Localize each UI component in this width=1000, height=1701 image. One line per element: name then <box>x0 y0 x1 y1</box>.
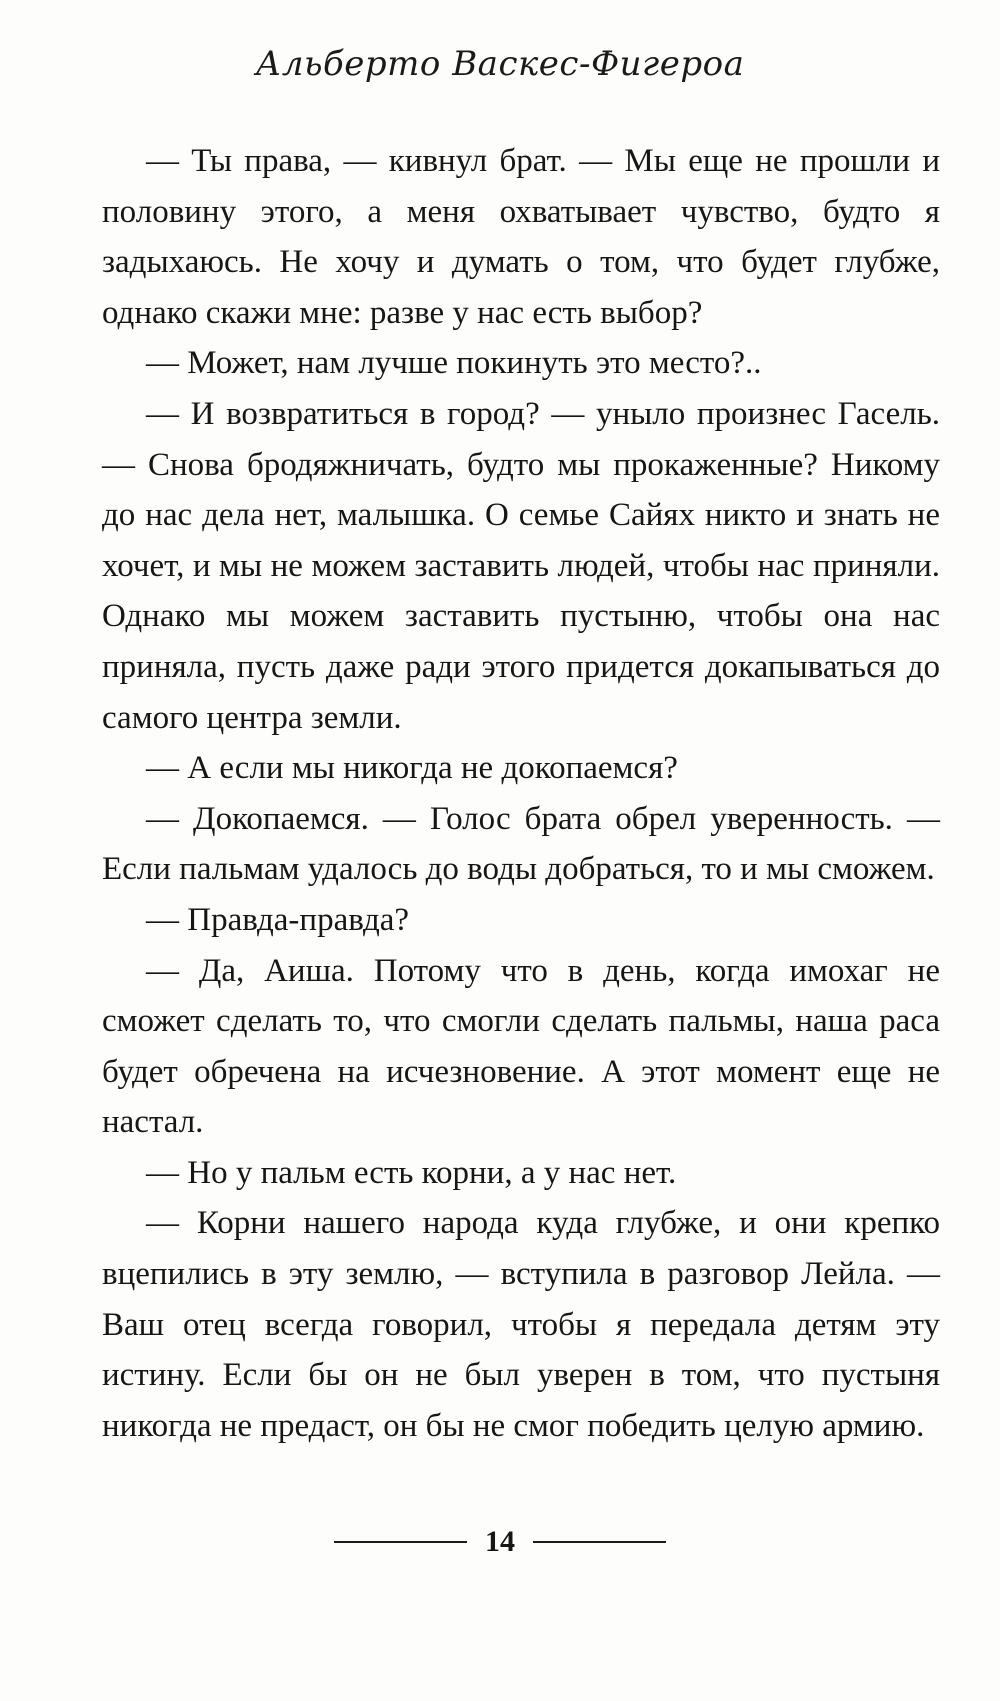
paragraph: — Корни нашего народа куда глубже, и они крепко вцепились в эту землю, — вступила в разговор Лейла. — Ваш отец всегда говорил, чтобы я передала детям эту истину. Если бы он не был уверен в том, что пустыня никогда не предаст, он бы не смог победить целую армию. <box>102 1205 940 1444</box>
paragraph: — Но у пальм есть корни, а у нас нет. <box>146 1154 677 1191</box>
page-number: 14 <box>485 1525 515 1558</box>
page-footer <box>0 1525 1000 1559</box>
paragraph: — Ты права, — кивнул брат. — Мы еще не прошли и половину этого, а меня охватывает чувство, будто я задыхаюсь. Не хочу и думать о том, что будет глубже, однако скажи мне: разве у нас есть выбор? <box>102 143 940 331</box>
footer-rule-right <box>533 1541 666 1543</box>
paragraph: — Да, Аиша. Потому что в день, когда имохаг не сможет сделать то, что смогли сделать пальмы, наша раса будет обречена на исчезновение. А этот момент еще не настал. <box>102 952 940 1141</box>
footer-rule-left <box>334 1541 467 1543</box>
running-head: Альберто Васкес-Фигероа <box>255 44 745 84</box>
paragraph: — Правда-правда? <box>146 901 410 938</box>
paragraph: — И возвратиться в город? — уныло произнес Гасель. — Снова бродяжничать, будто мы прокаженные? Никому до нас дела нет, малышка. О семье Сайях никто и знать не хочет, и мы не можем заставить людей, чтобы нас приняли. Однако мы можем заставить пустыню, чтобы она нас приняла, пусть даже ради этого придется докапываться до самого центра земли. <box>102 395 940 736</box>
paragraph: — Может, нам лучше покинуть это место?.. <box>146 345 762 382</box>
paragraph: — Докопаемся. — Голос брата обрел уверенность. — Если пальмам удалось до воды добраться, то и мы сможем. <box>102 800 940 888</box>
body-text <box>102 136 940 1451</box>
paragraph: — А если мы никогда не докопаемся? <box>146 750 678 787</box>
